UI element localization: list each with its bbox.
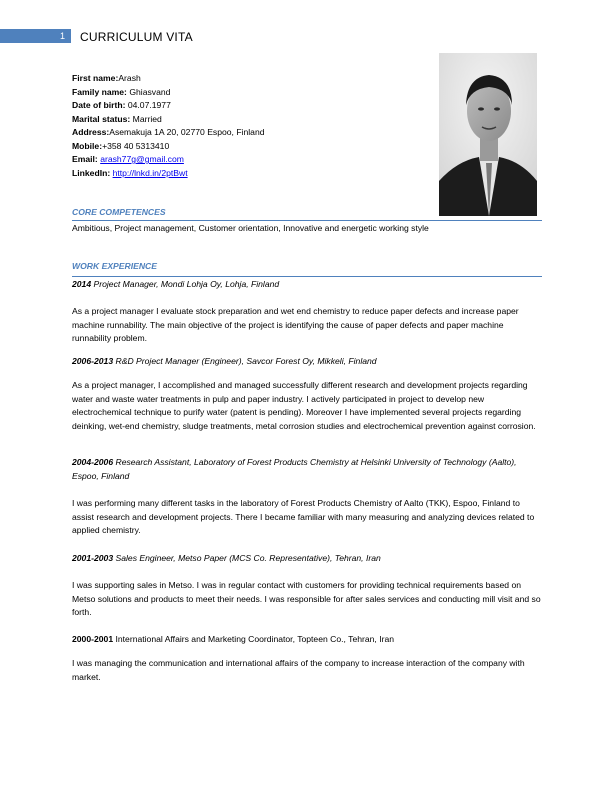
dob-value: 04.07.1977 — [127, 100, 171, 110]
dob-label: Date of birth: — [72, 100, 126, 110]
mobile-value: +358 40 5313410 — [102, 140, 170, 151]
email-link[interactable]: arash77g@gmail.com — [100, 154, 184, 164]
profile-photo-image — [439, 53, 537, 216]
email-label: Email: — [72, 154, 98, 164]
work-experience-heading: WORK EXPERIENCE — [72, 261, 157, 271]
job-years-2: 2006-2013 — [72, 356, 114, 366]
job-role-4: Sales Engineer, Metso Paper (MCS Co. Representative), Tehran, Iran — [115, 553, 381, 563]
linkedin-link[interactable]: http://lnkd.in/2ptBwt — [112, 167, 188, 178]
job-years-3: 2004-2006 — [72, 457, 114, 467]
job-title-5 — [72, 633, 544, 647]
job-role-1: Project Manager, Mondi Lohja Oy, Lohja, Finland — [93, 279, 280, 289]
family-name-label: Family name: — [72, 86, 127, 97]
job-description-1: As a project manager I evaluate stock preparation and wet end chemistry to reduce paper defects and increase paper machine runnability. The main objective of the project is identifying the cause of paper defects and paper machine runnability problem. — [72, 306, 519, 343]
job-role-3: Research Assistant, Laboratory of Forest Products Chemistry at Helsinki University of Technology (Aalto), Espoo, Finland — [72, 457, 517, 481]
job-description-5: I was managing the communication and international affairs of the company to increase interaction of the company with market. — [72, 658, 525, 682]
job-description-2: As a project manager, I accomplished and managed successfully different research and development projects regarding water and waste water treatments in pulp and paper industry. I actively participated in project to develop new electrochemical technique to purify water (patent is pending). Moreover I have implemented several projects regarding deinking, wet-end chemistry, sludge treatments, metal corrosion studies and electrochemical prevention against corrosion. — [72, 380, 536, 431]
first-name-row — [72, 72, 265, 86]
core-competences-rule — [72, 220, 542, 221]
first-name-label: First name: — [72, 73, 119, 83]
job-title-4 — [72, 552, 544, 566]
marital-row — [72, 113, 265, 127]
address-value: Asemakuja 1A 20, 02770 Espoo, Finland — [109, 127, 265, 137]
address-row — [72, 126, 265, 140]
job-title-1 — [72, 278, 544, 292]
dob-row — [72, 99, 265, 113]
linkedin-row — [72, 167, 265, 181]
profile-photo — [439, 53, 537, 216]
family-name-row — [72, 86, 265, 100]
job-title-3 — [72, 456, 544, 483]
page-number: 1 — [59, 31, 65, 41]
family-name-value: Ghiasvand — [129, 86, 171, 97]
address-label: Address: — [72, 127, 110, 137]
core-competences-text: Ambitious, Project management, Customer orientation, Innovative and energetic working style — [72, 223, 429, 233]
marital-label: Marital status: — [72, 113, 131, 124]
job-years-5: 2000-2001 — [72, 634, 114, 644]
job-description-4: I was supporting sales in Metso. I was in regular contact with customers for providing technical requirements based on Metso solutions and products to meet their needs. I was responsible for after sales services and conducting mill visit and so forth. — [72, 580, 541, 617]
linkedin-label: LinkedIn: — [72, 167, 111, 178]
page-number-bar — [0, 29, 71, 43]
job-role-2: R&D Project Manager (Engineer), Savcor Forest Oy, Mikkeli, Finland — [115, 356, 377, 366]
core-competences-heading: CORE COMPETENCES — [72, 207, 166, 217]
work-experience-rule — [72, 276, 542, 277]
first-name-value: Arash — [118, 73, 141, 83]
job-title-2 — [72, 355, 544, 369]
mobile-row — [72, 140, 265, 154]
mobile-label: Mobile: — [72, 140, 103, 151]
job-role-5: International Affairs and Marketing Coordinator, Topteen Co., Tehran, Iran — [115, 634, 395, 644]
job-years-1: 2014 — [72, 279, 92, 289]
email-row — [72, 153, 265, 167]
job-years-4: 2001-2003 — [72, 553, 114, 563]
document-title: CURRICULUM VITA — [80, 30, 193, 44]
personal-info — [72, 72, 265, 180]
marital-value: Married — [132, 113, 162, 124]
job-description-3: I was performing many different tasks in the laboratory of Forest Products Chemistry of Aalto (TKK), Espoo, Finland to assist research and development projects. There I became familiar with many measuring and analyzing devices related to applied chemistry. — [72, 498, 535, 535]
